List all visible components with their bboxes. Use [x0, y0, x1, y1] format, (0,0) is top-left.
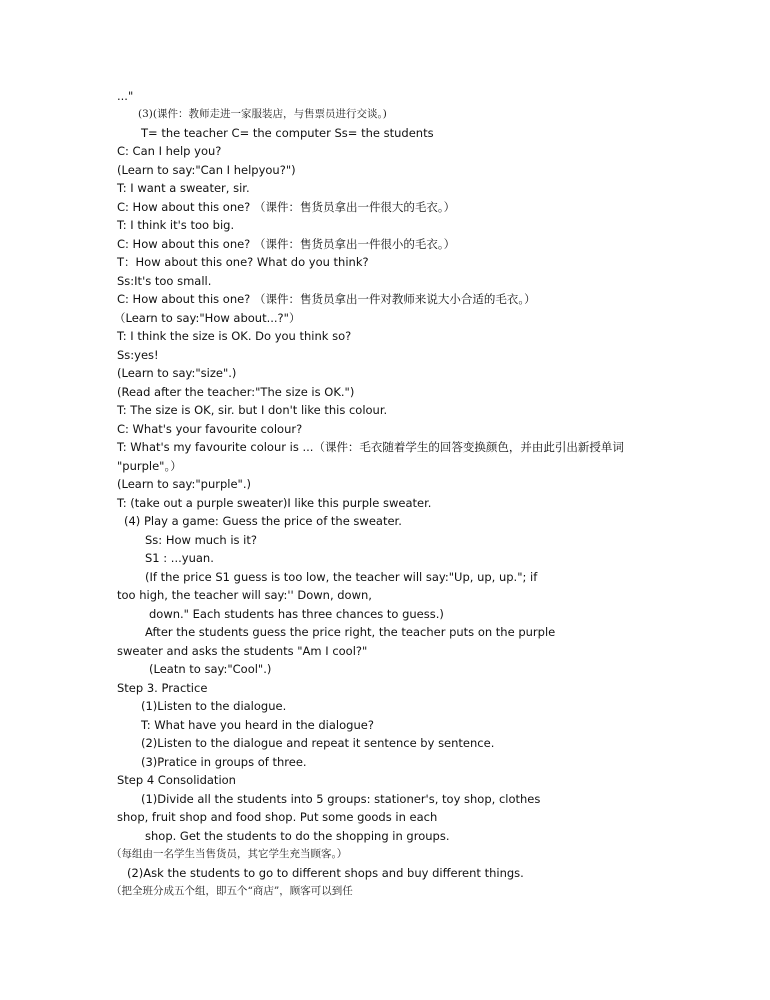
- text-line: Ss: How much is it?: [145, 533, 257, 547]
- text-line: too high, the teacher will say:'' Down, down,: [117, 588, 372, 602]
- text-line: (2)Listen to the dialogue and repeat it sentence by sentence.: [141, 736, 495, 750]
- text-line: (Read after the teacher:"The size is OK."): [117, 385, 355, 399]
- text-line: （把全班分成五个组，即五个“商店”，顾客可以到任: [111, 885, 353, 897]
- text-line: down." Each students has three chances to guess.): [149, 607, 444, 621]
- text-line: Ss:yes!: [117, 348, 159, 362]
- text-line: shop. Get the students to do the shopping in groups.: [145, 829, 450, 843]
- text-line: Step 4 Consolidation: [117, 773, 236, 787]
- text-line: Step 3. Practice: [117, 681, 208, 695]
- text-line: C: How about this one? （课件：售货员拿出一件对教师来说大小合适的毛衣。）: [117, 292, 536, 306]
- text-line: ...": [117, 89, 134, 103]
- text-line: （每组由一名学生当售货员，其它学生充当顾客。）: [111, 848, 348, 860]
- text-line: T: I think it's too big.: [117, 218, 235, 232]
- text-line: T: What's my favourite colour is ...（课件：毛衣随着学生的回答变换颜色，并由此引出新授单词: [117, 440, 624, 454]
- text-line: sweater and asks the students "Am I cool?": [117, 644, 368, 658]
- text-line: C: How about this one? （课件：售货员拿出一件很大的毛衣。）: [117, 200, 456, 214]
- text-line: C: How about this one? （课件：售货员拿出一件很小的毛衣。）: [117, 237, 456, 251]
- text-line: C: What's your favourite colour?: [117, 422, 303, 436]
- text-line: T: (take out a purple sweater)I like this purple sweater.: [117, 496, 432, 510]
- text-line: (Learn to say:"size".): [117, 366, 237, 380]
- text-line: T= the teacher C= the computer Ss= the students: [141, 126, 434, 140]
- text-line: T: I want a sweater, sir.: [117, 181, 250, 195]
- text-line: (3)(课件：教师走进一家服装店，与售票员进行交谈。): [138, 108, 387, 120]
- text-line: T: What have you heard in the dialogue?: [141, 718, 374, 732]
- text-line: (1)Divide all the students into 5 groups: stationer's, toy shop, clothes: [141, 792, 541, 806]
- text-line: T: The size is OK, sir. but I don't like this colour.: [117, 403, 388, 417]
- text-line: Ss:It's too small.: [117, 274, 212, 288]
- text-line: (Learn to say:"Can I helpyou?"): [117, 163, 296, 177]
- text-line: (2)Ask the students to go to different shops and buy different things.: [127, 866, 524, 880]
- text-line: T: I think the size is OK. Do you think so?: [117, 329, 352, 343]
- text-line: S1 : ...yuan.: [145, 551, 214, 565]
- text-line: (1)Listen to the dialogue.: [141, 699, 287, 713]
- text-line: （Learn to say:"How about...?"）: [114, 311, 301, 325]
- text-line: (4) Play a game: Guess the price of the sweater.: [124, 514, 402, 528]
- text-line: "purple"。）: [117, 459, 182, 473]
- text-line: (If the price S1 guess is too low, the teacher will say:"Up, up, up."; if: [145, 570, 538, 584]
- text-line: (Leatn to say:"Cool".): [149, 662, 272, 676]
- text-line: (3)Pratice in groups of three.: [141, 755, 307, 769]
- text-line: (Learn to say:"purple".): [117, 477, 251, 491]
- text-line: After the students guess the price right, the teacher puts on the purple: [145, 625, 556, 639]
- text-line: T：How about this one? What do you think?: [117, 255, 369, 269]
- text-line: shop, fruit shop and food shop. Put some goods in each: [117, 810, 438, 824]
- text-line: C: Can I help you?: [117, 144, 222, 158]
